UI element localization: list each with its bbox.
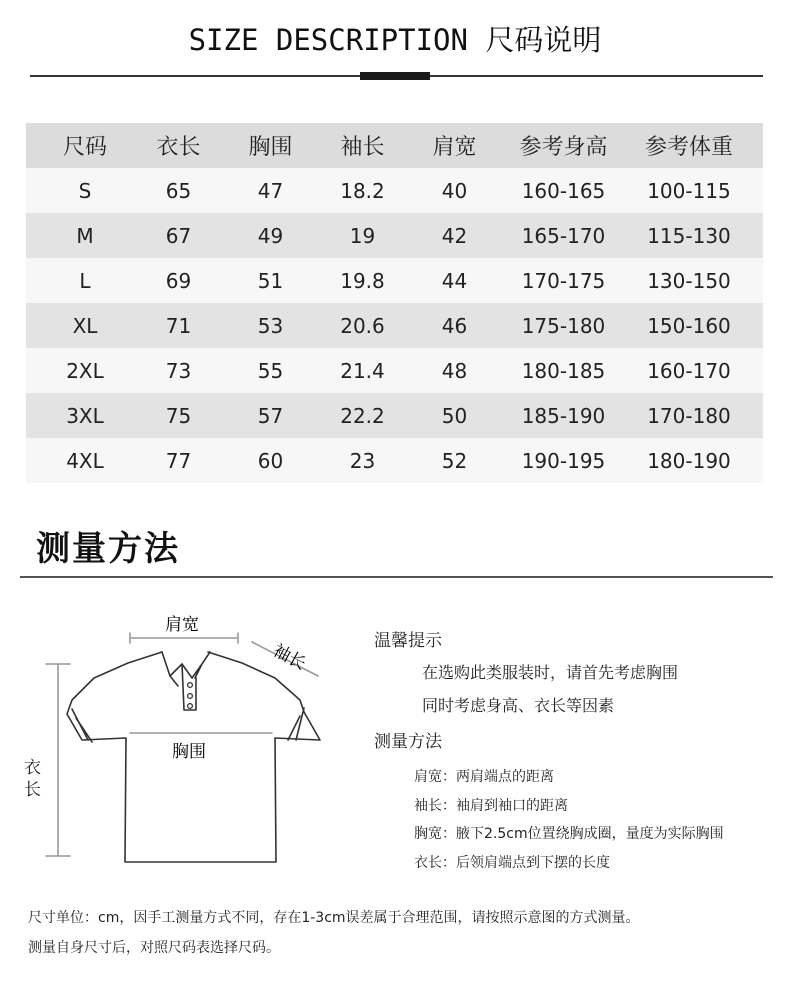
chest-label: 胸围 — [172, 742, 206, 762]
table-cell: 40 — [441, 178, 468, 203]
button-2 — [188, 694, 193, 699]
page-title: SIZE DESCRIPTION 尺码说明 — [188, 23, 602, 57]
table-cell: 46 — [441, 313, 468, 338]
table-cell: XL — [72, 313, 98, 338]
table-cell: 75 — [165, 403, 192, 428]
title-divider-accent — [360, 72, 430, 80]
table-cell: 170-175 — [521, 268, 606, 293]
table-cell: 190-195 — [521, 448, 606, 473]
table-cell: 19.8 — [340, 268, 385, 293]
sleeve-label: 袖长 — [269, 640, 310, 675]
table-cell: 53 — [257, 313, 284, 338]
table-cell: 47 — [257, 178, 284, 203]
table-row — [26, 213, 763, 258]
table-cell: 77 — [165, 448, 192, 473]
table-cell: 21.4 — [340, 358, 385, 383]
table-cell: 49 — [257, 223, 284, 248]
table-cell: S — [78, 178, 92, 203]
table-row — [26, 438, 763, 483]
footer-note: 测量自身尺寸后，对照尺码表选择尺码。 — [28, 940, 280, 956]
table-cell: 51 — [257, 268, 284, 293]
table-row — [26, 348, 763, 393]
table-row — [26, 258, 763, 303]
table-header-cell: 肩宽 — [432, 135, 477, 160]
table-cell: 170-180 — [647, 403, 731, 428]
button-1 — [188, 683, 193, 688]
table-header-cell: 袖长 — [340, 135, 385, 160]
table-cell: 57 — [257, 403, 284, 428]
length-label: 衣 长 — [24, 758, 41, 800]
table-cell: 60 — [257, 448, 284, 473]
tip-line: 同时考虑身高、衣长等因素 — [422, 696, 615, 715]
table-cell: 4XL — [66, 448, 104, 473]
collar — [162, 652, 210, 686]
polo-shirt-diagram — [20, 600, 360, 880]
table-header-row — [26, 123, 763, 168]
table-header-cell: 胸围 — [248, 135, 293, 160]
table-cell: 18.2 — [340, 178, 385, 203]
table-cell: 100-115 — [647, 178, 731, 203]
size-table — [26, 123, 763, 483]
table-header-cell: 参考体重 — [644, 135, 733, 160]
table-cell: 175-180 — [521, 313, 606, 338]
table-cell: 69 — [165, 268, 192, 293]
section-title: 测量方法 — [36, 529, 180, 569]
table-header-cell: 尺码 — [62, 135, 107, 160]
table-cell: 185-190 — [521, 403, 606, 428]
table-cell: 50 — [441, 403, 468, 428]
table-cell: 130-150 — [647, 268, 731, 293]
table-cell: 71 — [165, 313, 192, 338]
table-header-cell: 衣长 — [156, 135, 201, 160]
table-row — [26, 168, 763, 213]
method-line: 袖长：袖肩到袖口的距离 — [414, 798, 568, 814]
length-measure-line — [46, 664, 70, 856]
sleeve-cuff-left — [72, 709, 92, 742]
table-cell: 42 — [441, 223, 468, 248]
table-cell: 180-190 — [647, 448, 731, 473]
table-cell: 160-165 — [521, 178, 606, 203]
table-cell: 23 — [349, 448, 376, 473]
method-line: 胸宽：腋下2.5cm位置绕胸成圈，量度为实际胸围 — [414, 826, 724, 842]
table-cell: M — [76, 223, 94, 248]
table-cell: 160-170 — [647, 358, 731, 383]
table-cell: 67 — [165, 223, 192, 248]
table-cell: 115-130 — [647, 223, 731, 248]
table-cell: 65 — [165, 178, 192, 203]
table-cell: 150-160 — [647, 313, 731, 338]
table-row — [26, 303, 763, 348]
table-cell: 44 — [441, 268, 468, 293]
table-cell: 165-170 — [521, 223, 606, 248]
table-cell: 22.2 — [340, 403, 385, 428]
sleeve-cuff-right — [288, 708, 304, 740]
table-cell: 3XL — [66, 403, 104, 428]
table-cell: 48 — [441, 358, 468, 383]
method-heading: 测量方法 — [374, 732, 442, 752]
table-cell: 19 — [349, 223, 376, 248]
table-header-cell: 参考身高 — [519, 135, 608, 160]
table-cell: 52 — [441, 448, 468, 473]
footer-note: 尺寸单位：cm，因手工测量方式不同，存在1-3cm误差属于合理范围，请按照示意图的方式测量。 — [28, 910, 640, 926]
section-divider — [20, 576, 773, 578]
table-cell: 2XL — [66, 358, 104, 383]
tips-heading: 温馨提示 — [374, 631, 442, 651]
shoulder-label: 肩宽 — [165, 615, 199, 635]
table-cell: L — [79, 268, 91, 293]
table-cell: 20.6 — [340, 313, 385, 338]
method-line: 衣长：后领肩端点到下摆的长度 — [414, 855, 610, 871]
button-3 — [188, 704, 193, 709]
table-cell: 180-185 — [521, 358, 606, 383]
table-cell: 55 — [257, 358, 284, 383]
tip-line: 在选购此类服装时，请首先考虑胸围 — [422, 663, 679, 682]
table-cell: 73 — [165, 358, 192, 383]
method-line: 肩宽：两肩端点的距离 — [414, 769, 554, 785]
table-row — [26, 393, 763, 438]
